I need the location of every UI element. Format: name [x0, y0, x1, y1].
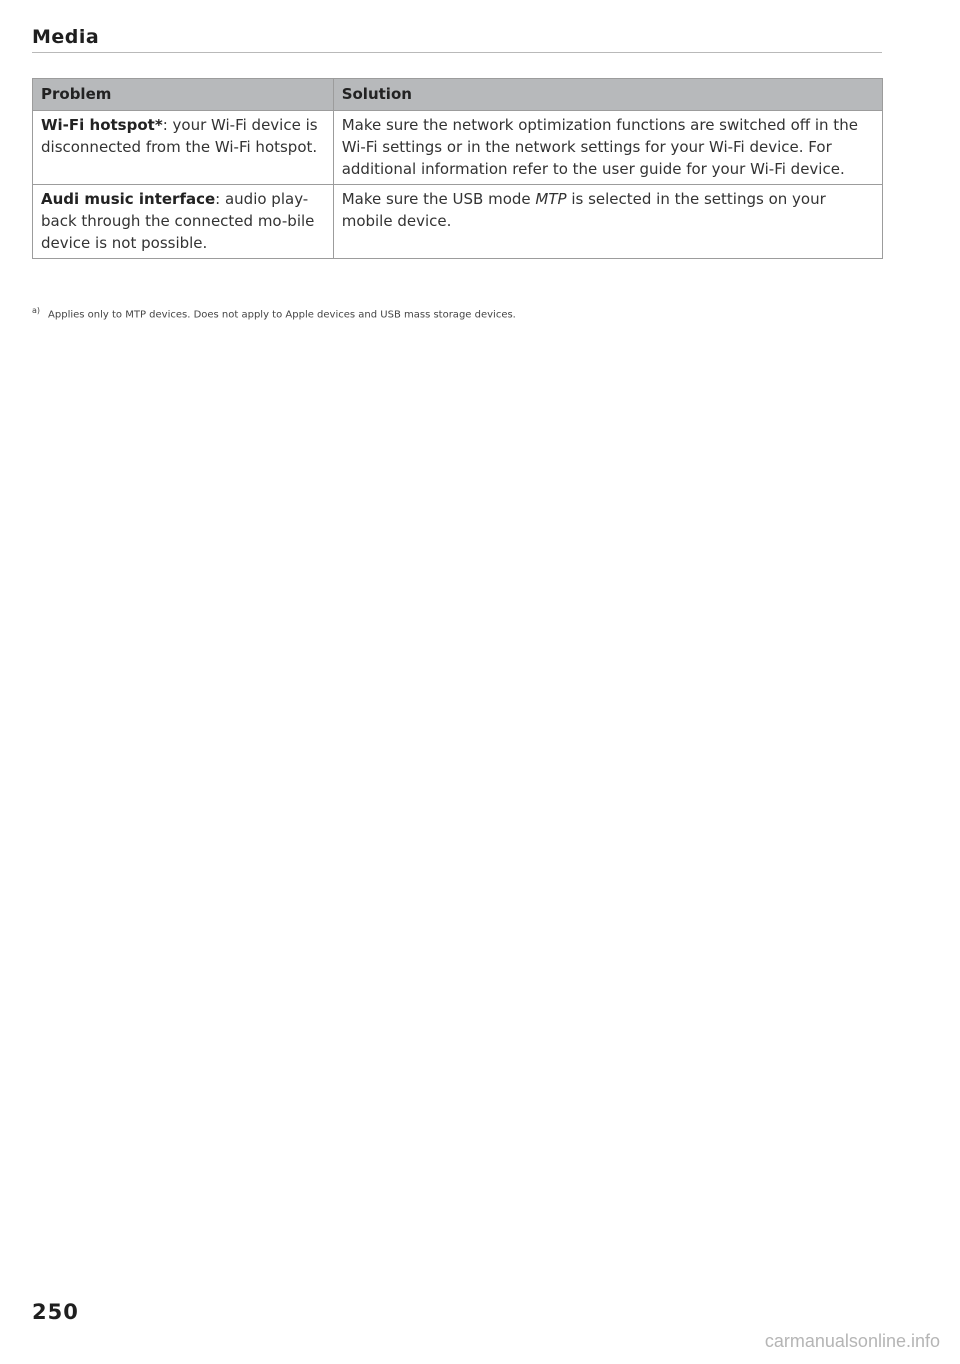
table-header-row	[33, 79, 883, 111]
table-row	[33, 185, 883, 259]
solution-text-before: Make sure the USB mode	[341, 190, 536, 208]
column-header-problem: Problem	[33, 79, 334, 111]
problem-cell	[33, 185, 334, 259]
title-divider	[32, 52, 882, 53]
problem-cell	[33, 111, 334, 185]
watermark: carmanualsonline.info	[764, 1331, 940, 1351]
problem-term: Wi-Fi hotspot	[41, 116, 155, 134]
problem-text: : your Wi-Fi device is disconnected from the Wi-Fi hotspot.	[41, 116, 318, 156]
problem-term: Audi music interface	[41, 190, 216, 208]
footnote-marker: a)	[32, 306, 41, 315]
problem-text: : audio play-back through the connected mo-bile device is not possible.	[41, 190, 315, 252]
solution-emphasis: MTP	[535, 190, 567, 208]
solution-text-after: is selected in the settings on your mobile device.	[341, 190, 826, 230]
option-marker: *	[154, 116, 163, 134]
page-number: 250	[32, 1300, 79, 1324]
solution-text: Make sure the network optimization functions are switched off in the Wi-Fi settings or in the network settings for your Wi-Fi device. For additional information refer to the user guide for your Wi-Fi device.	[341, 116, 858, 178]
column-header-solution: Solution	[333, 79, 882, 111]
troubleshooting-table	[32, 78, 883, 259]
footnote-text: Applies only to MTP devices. Does not apply to Apple devices and USB mass storage devices.	[48, 309, 516, 321]
table-row	[33, 111, 883, 185]
solution-cell	[333, 185, 882, 259]
footnote	[32, 306, 516, 320]
solution-cell	[333, 111, 882, 185]
section-title: Media	[32, 26, 100, 48]
